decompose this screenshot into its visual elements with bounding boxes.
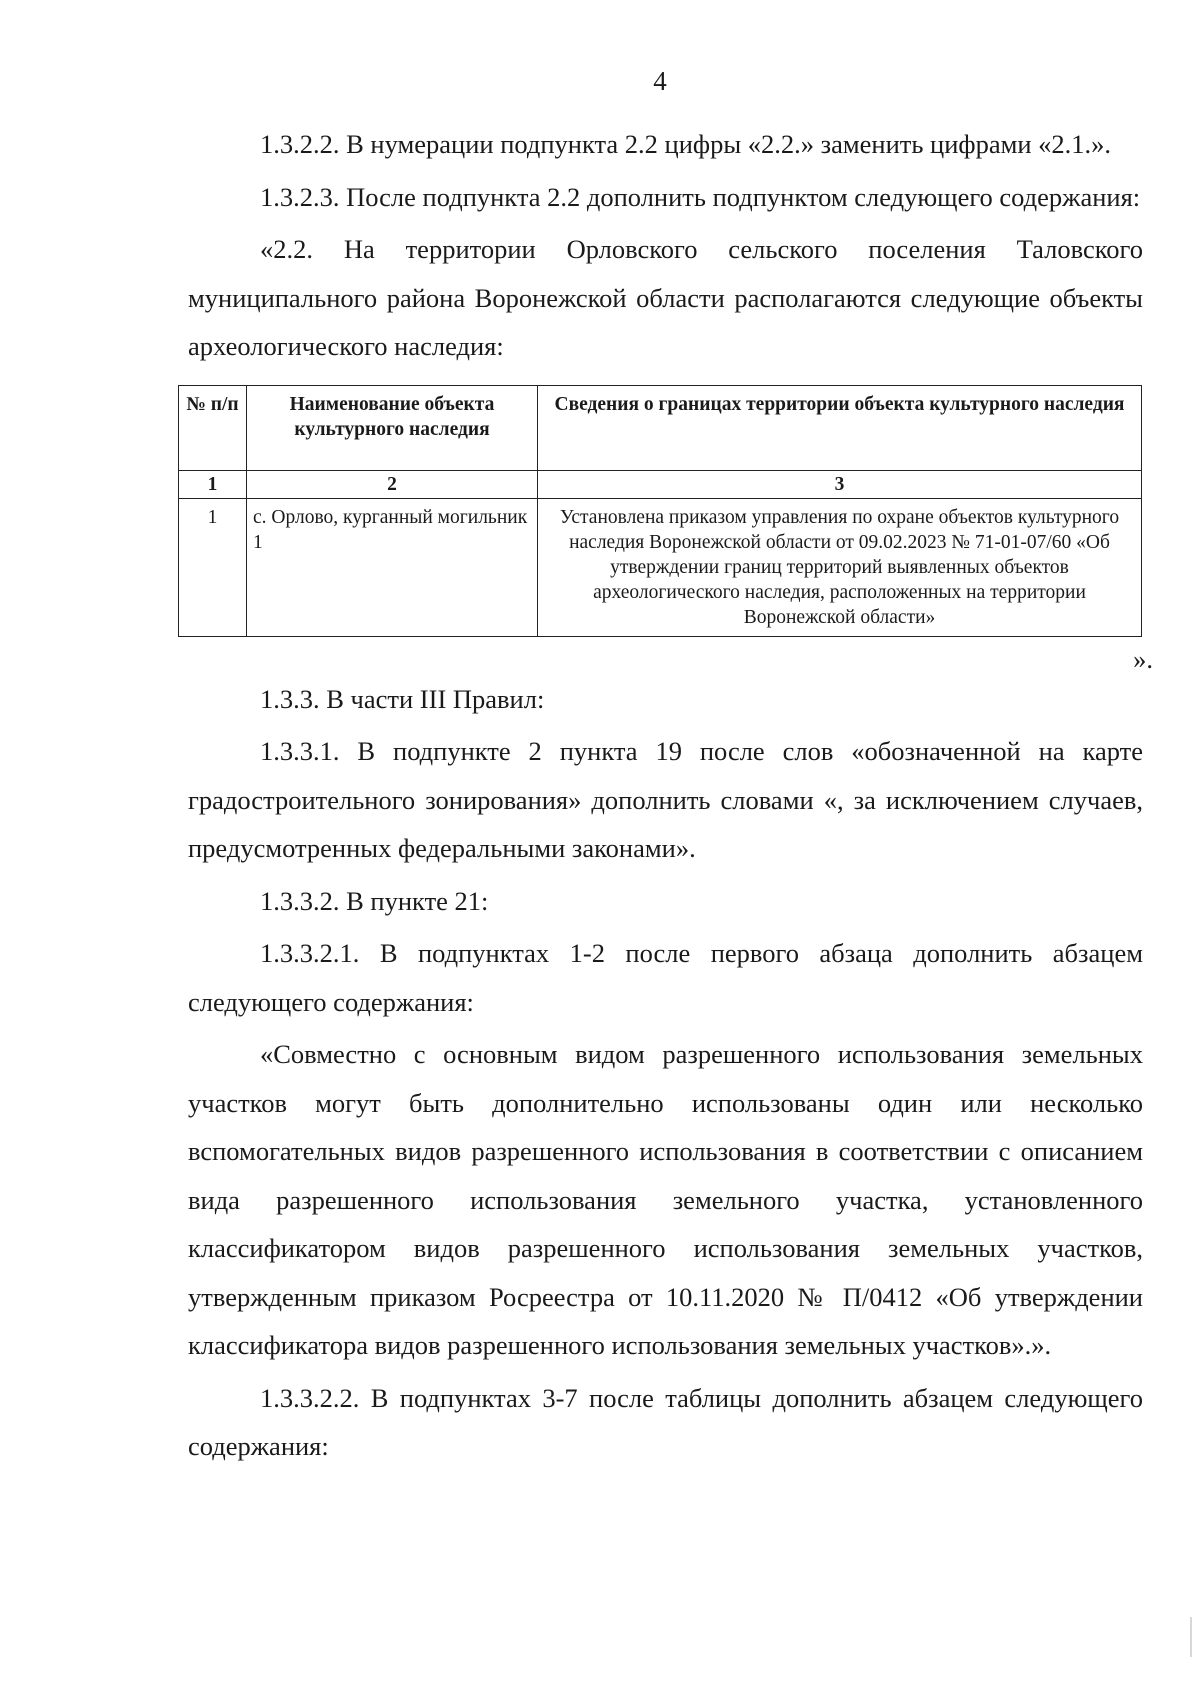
header-name: Наименование объекта культурного наследия: [247, 385, 538, 470]
row-num-cell: 1: [179, 498, 247, 636]
paragraph-1-3-3-2-1: 1.3.3.2.1. В подпунктах 1-2 после первого абзаца дополнить абзацем следующего содержания:: [188, 938, 1143, 1017]
column-number: 1: [179, 470, 247, 498]
heritage-objects-table: [178, 385, 1142, 637]
document-body: [186, 120, 1153, 1471]
row-name-cell: с. Орлово, курганный могильник 1: [247, 498, 538, 636]
header-num: № п/п: [179, 385, 247, 470]
column-number: 3: [538, 470, 1142, 498]
paragraph-1-3-2-2: 1.3.2.2. В нумерации подпункта 2.2 цифры «2.2.» заменить цифрами «2.1.».: [260, 129, 1112, 159]
table-column-numbers-row: [179, 470, 1142, 498]
paragraph-2-2-quote: «2.2. На территории Орловского сельского поселения Таловского муниципального района Воронежской области располагаются следующие объекты археологического наследия:: [188, 234, 1143, 361]
table-header-row: [179, 385, 1142, 470]
column-number: 2: [247, 470, 538, 498]
paragraph-quote-additional-use: «Совместно с основным видом разрешенного использования земельных участков могут быть дополнительно использованы один или несколько вспомогательных видов разрешенного использования в соответствии с описанием вида разрешенного использования земельного участка, установленного классификатором видов разрешенного использования земельных участков, утвержденным приказом Росреестра от 10.11.2020 № П/0412 «Об утверждении классификатора видов разрешенного использования земельных участков».».: [188, 1039, 1143, 1360]
paragraph-1-3-3: 1.3.3. В части III Правил:: [260, 683, 545, 714]
paragraph-1-3-2-3: 1.3.2.3. После подпункта 2.2 дополнить подпунктом следующего содержания:: [260, 181, 1141, 212]
scan-edge-mark: [1190, 1617, 1192, 1657]
paragraph-1-3-3-1: 1.3.3.1. В подпункте 2 пункта 19 после слов «обозначенной на карте градостроительного зонирования» дополнить словами «, за исключением случаев, предусмотренных федеральными законами».: [188, 736, 1143, 863]
quote-close: ».: [1133, 643, 1153, 674]
paragraph-1-3-3-2: 1.3.3.2. В пункте 21:: [260, 885, 489, 916]
row-info-cell: Установлена приказом управления по охране объектов культурного наследия Воронежской области от 09.02.2023 № 71-01-07/60 «Об утверждении границ территорий выявленных объектов археологического наследия, расположенных на территории Воронежской области»: [538, 498, 1142, 636]
paragraph-1-3-3-2-2: 1.3.3.2.2. В подпунктах 3-7 после таблицы дополнить абзацем следующего содержания:: [188, 1382, 1143, 1461]
header-info: Сведения о границах территории объекта культурного наследия: [538, 385, 1142, 470]
table-row: [179, 498, 1142, 636]
page-number: 4: [653, 66, 667, 96]
